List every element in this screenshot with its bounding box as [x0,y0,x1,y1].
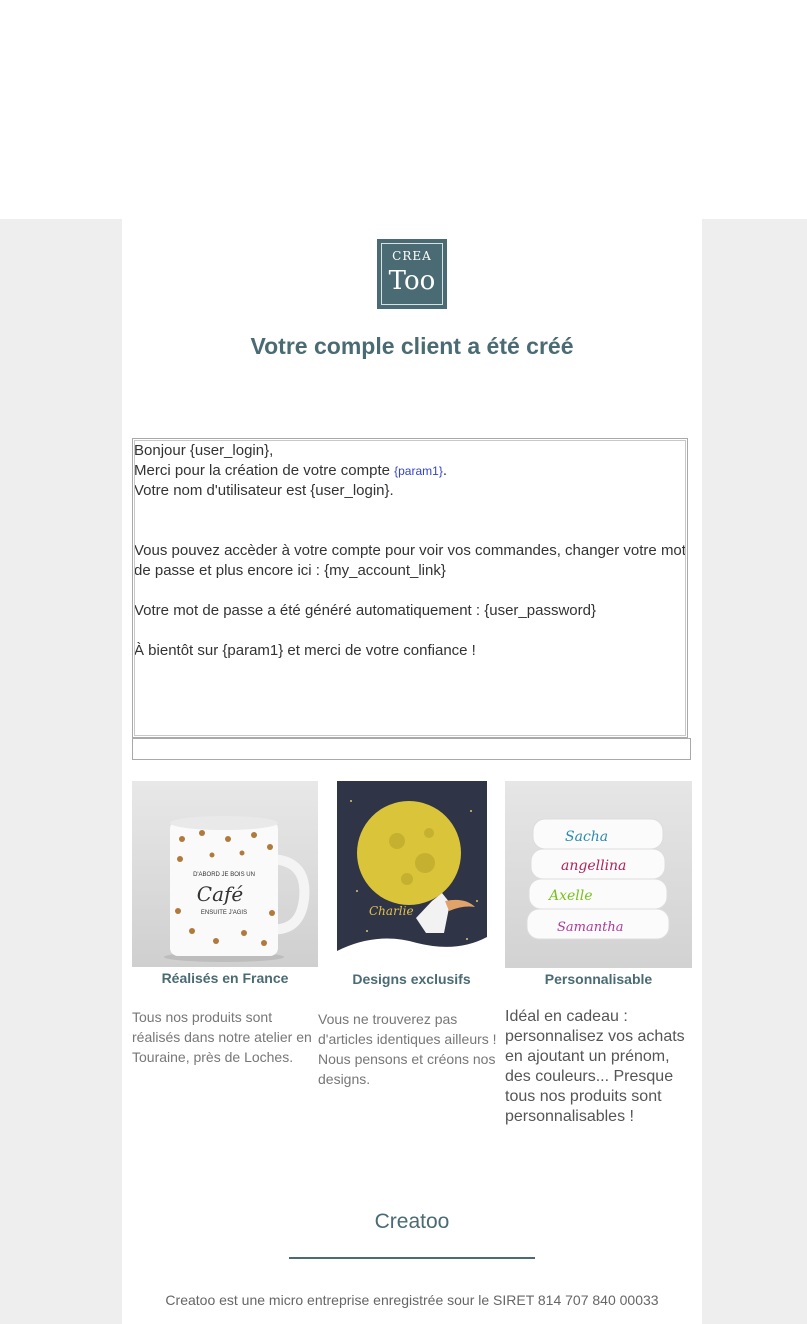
password-line: Votre mot de passe a été généré automatiquement : {user_password} [134,602,596,619]
message-box-footer [132,738,691,760]
creatoo-logo [377,239,447,309]
thanks-prefix: Merci pour la création de votre compte [134,462,395,479]
feature-text-designs: Vous ne trouverez pas d'articles identiques ailleurs ! Nous pensons et créons nos designs. [318,1011,497,1087]
logo-line1: CREA [392,249,432,263]
towels-product-image [505,781,692,968]
footer-divider [289,1257,535,1259]
mug-product-image [132,781,318,967]
feature-title-designs: Designs exclusifs [352,971,471,987]
page-title: Votre comple client a été créé [250,333,574,359]
top-blank-area [0,0,807,219]
thanks-line [134,461,687,481]
feature-title-personnalisable: Personnalisable [544,971,653,987]
mug-text-cafe: Café [196,882,244,906]
mug-text-top: D'ABORD JE BOIS UN [193,872,255,878]
towel-name-3: Axelle [549,888,593,904]
greeting-line: Bonjour {user_login}, [134,442,274,459]
towel-name-1: Sacha [565,829,609,845]
feature-text-france: Tous nos produits sont réalisés dans notre atelier en Touraine, près de Loches. [132,1009,312,1065]
closing-line: À bientôt sur {param1} et merci de votre confiance ! [134,642,476,659]
feature-title-france: Réalisés en France [161,970,289,986]
poster-product-image [337,781,487,967]
username-line: Votre nom d'utilisateur est {user_login}. [134,482,394,499]
logo-line2: Too [388,266,436,296]
poster-name: Charlie [369,904,414,918]
mug-text-bottom: ENSUITE J'AGIS [200,910,248,916]
email-card [122,219,702,1324]
message-box [132,438,688,738]
thanks-suffix: . [442,462,447,479]
param1-token: {param1} [394,464,443,478]
towel-name-2: angellina [561,858,627,874]
feature-text-personnalisable: Idéal en cadeau : personnalisez vos achats en ajoutant un prénom, des couleurs... Presque tous nos produits sont personnalisables ! [505,1008,685,1125]
account-line: Vous pouvez accèder à votre compte pour voir vos commandes, changer votre mot de passe et plus encore ici : {my_account_link} [134,542,686,579]
towel-name-4: Samantha [557,920,624,935]
footer-brand: Creatoo [374,1210,450,1233]
footer-legal: Creatoo est une micro entreprise enregistrée sour le SIRET 814 707 840 00033 [165,1292,659,1308]
